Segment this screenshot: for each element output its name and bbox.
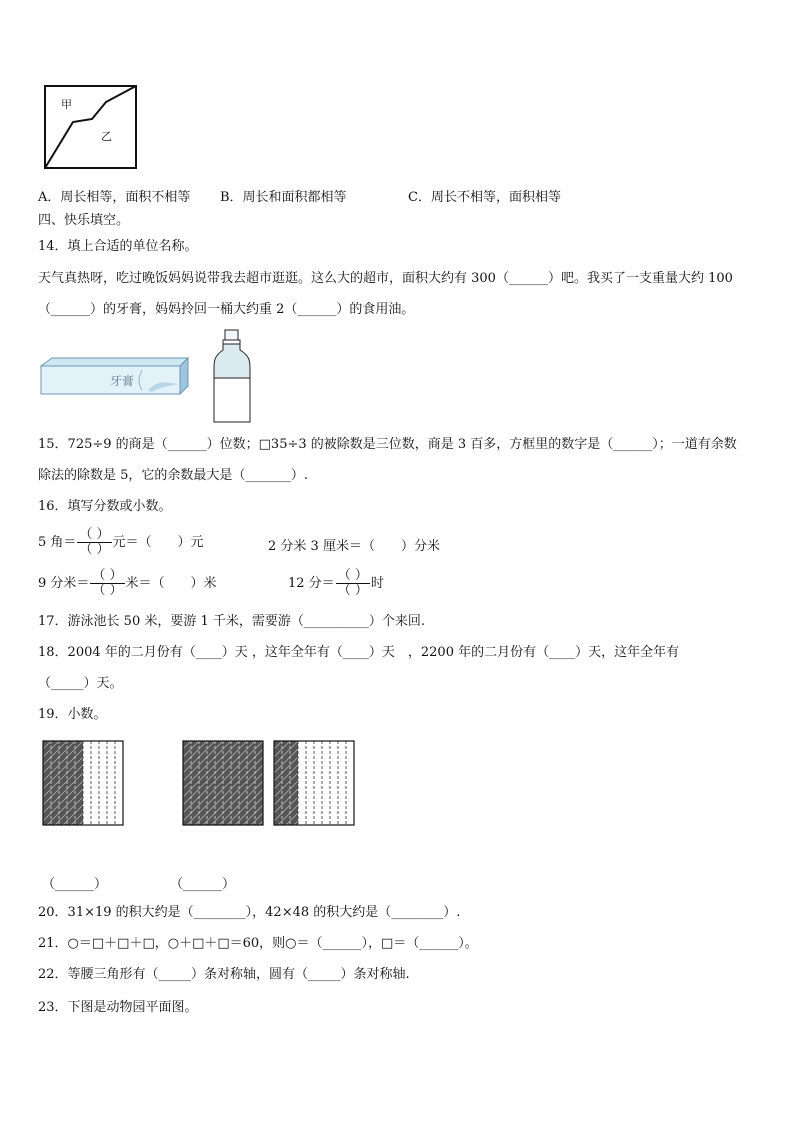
label-yi: 乙	[101, 130, 112, 143]
q22: 22．等腰三角形有（_____）条对称轴，圆有（_____）条对称轴.	[38, 967, 410, 982]
q16-row1-left: 5 角＝ $\frac{( )}{( )}$ 元＝（ ）元	[38, 527, 204, 557]
shaded-column	[282, 741, 290, 825]
shaded-column	[75, 741, 83, 825]
toothpaste-label: 牙膏	[110, 374, 135, 388]
fraction-blank: $\frac{( )}{( )}$	[337, 568, 368, 598]
q15-line2: 除法的除数是 5，它的余数最大是（_______）.	[38, 468, 309, 483]
shaded-column	[231, 741, 239, 825]
shaded-column	[274, 741, 282, 825]
decimal-square-1	[42, 740, 124, 826]
shaded-column	[239, 741, 247, 825]
q16-row2-left: 9 分米＝ $\frac{( )}{( )}$ 米＝（ ）米	[38, 568, 217, 598]
q16-row2-right: 12 分＝ $\frac{( )}{( )}$ 时	[288, 568, 384, 598]
q16-row1-right: 2 分米 3 厘米＝（ ）分米	[268, 539, 440, 554]
shaded-column	[59, 741, 67, 825]
option-c[interactable]: C．周长不相等，面积相等	[408, 190, 561, 205]
q14-line1: 天气真热呀，吃过晚饭妈妈说带我去超市逛逛。这么大的超市，面积大约有 300（______）吧。我买了一支重量大约 100	[38, 271, 733, 286]
q18-line1: 18．2004 年的二月份有（____）天 ，这年全年有（____）天 ，2200 年的二月份有（____）天，这年全年有	[38, 645, 680, 660]
shaded-column	[247, 741, 255, 825]
shaded-column	[67, 741, 75, 825]
shaded-column	[51, 741, 59, 825]
q20: 20．31×19 的积大约是（________），42×48 的积大约是（________）.	[38, 905, 461, 920]
shaded-column	[183, 741, 191, 825]
fraction-blank: $\frac{( )}{( )}$	[79, 527, 110, 557]
shaded-column	[255, 741, 263, 825]
label-jia: 甲	[61, 98, 72, 111]
shaded-column	[43, 741, 51, 825]
q18-line2: （_____）天。	[38, 676, 123, 691]
q17: 17．游泳池长 50 米，要游 1 千米，需要游（__________）个来回.	[38, 614, 426, 629]
fraction-blank: $\frac{( )}{( )}$	[92, 568, 123, 598]
option-a[interactable]: A．周长相等，面积不相等	[38, 190, 191, 205]
q15-line1: 15．725÷9 的商是（______）位数；□35÷3 的被除数是三位数，商是 3 百多，方框里的数字是（______）；一道有余数	[38, 437, 737, 452]
q23: 23．下图是动物园平面图。	[38, 1000, 198, 1015]
shaded-column	[191, 741, 199, 825]
shaded-column	[199, 741, 207, 825]
decimal-square-2	[182, 740, 264, 826]
shaded-column	[223, 741, 231, 825]
q16-stem: 16．填写分数或小数。	[38, 499, 172, 514]
q19-blank-1[interactable]: （______）	[42, 877, 108, 892]
q19-blank-2[interactable]: （______）	[170, 877, 236, 892]
decimal-square-3	[273, 740, 355, 826]
option-b[interactable]: B．周长和面积都相等	[220, 190, 347, 205]
q19-stem: 19．小数。	[38, 707, 107, 722]
shaded-column	[207, 741, 215, 825]
shaded-column	[215, 741, 223, 825]
shaded-column	[290, 741, 298, 825]
q14-line2: （______）的牙膏，妈妈拎回一桶大约重 2（______）的食用油。	[38, 302, 415, 317]
q21: 21．○＝□＋□＋□，○＋□＋□＝60，则○＝（______），□＝（______）。	[38, 936, 478, 951]
section-heading: 四、快乐填空。	[38, 213, 130, 228]
q14-stem: 14．填上合适的单位名称。	[38, 239, 198, 254]
